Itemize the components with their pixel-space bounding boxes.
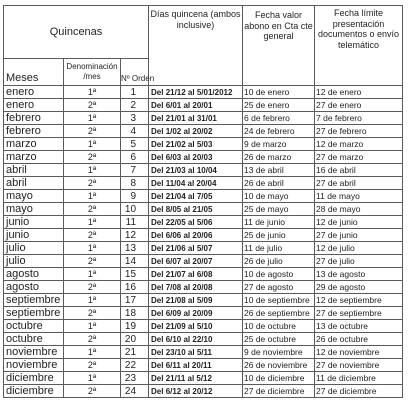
cell-mes: agosto bbox=[4, 281, 64, 294]
cell-mes: julio bbox=[4, 255, 64, 268]
cell-fecha-valor: 13 de abril bbox=[243, 164, 315, 177]
cell-orden: 5 bbox=[121, 138, 149, 151]
cell-denominacion: 1ª bbox=[64, 164, 121, 177]
cell-fecha-valor: 26 de marzo bbox=[243, 151, 315, 164]
cell-fecha-valor: 27 de diciembre bbox=[243, 385, 315, 398]
table-row bbox=[4, 359, 403, 372]
cell-fecha-valor: 11 de julio bbox=[243, 242, 315, 255]
cell-denominacion: 1ª bbox=[64, 346, 121, 359]
cell-fecha-limite: 27 de febrero bbox=[315, 125, 403, 138]
cell-orden: 15 bbox=[121, 268, 149, 281]
cell-dias-quincena: Del 21/02 al 5/03 bbox=[149, 138, 243, 151]
cell-mes: febrero bbox=[4, 125, 64, 138]
cell-dias-quincena: Del 21/11 al 5/12 bbox=[149, 372, 243, 385]
cell-fecha-valor: 24 de febrero bbox=[243, 125, 315, 138]
cell-mes: junio bbox=[4, 216, 64, 229]
cell-dias-quincena: Del 22/05 al 5/06 bbox=[149, 216, 243, 229]
quincenas-table bbox=[3, 5, 403, 398]
cell-fecha-valor: 10 de mayo bbox=[243, 190, 315, 203]
cell-dias-quincena: Del 21/09 al 5/10 bbox=[149, 320, 243, 333]
cell-fecha-valor: 25 de enero bbox=[243, 99, 315, 112]
table-row bbox=[4, 307, 403, 320]
cell-fecha-limite: 13 de octubre bbox=[315, 320, 403, 333]
cell-fecha-valor: 25 de mayo bbox=[243, 203, 315, 216]
table-row bbox=[4, 255, 403, 268]
cell-denominacion: 1ª bbox=[64, 294, 121, 307]
cell-dias-quincena: Del 6/11 al 20/11 bbox=[149, 359, 243, 372]
table-row bbox=[4, 333, 403, 346]
cell-dias-quincena: Del 6/12 al 20/12 bbox=[149, 385, 243, 398]
table-row bbox=[4, 294, 403, 307]
cell-denominacion: 2ª bbox=[64, 255, 121, 268]
cell-fecha-valor: 11 de junio bbox=[243, 216, 315, 229]
cell-mes: noviembre bbox=[4, 359, 64, 372]
cell-fecha-limite: 13 de agosto bbox=[315, 268, 403, 281]
cell-fecha-limite: 26 de octubre bbox=[315, 333, 403, 346]
cell-mes: octubre bbox=[4, 333, 64, 346]
cell-fecha-valor: 9 de noviembre bbox=[243, 346, 315, 359]
cell-orden: 2 bbox=[121, 99, 149, 112]
table-row bbox=[4, 190, 403, 203]
cell-orden: 20 bbox=[121, 333, 149, 346]
cell-fecha-limite: 12 de enero bbox=[315, 86, 403, 99]
cell-orden: 10 bbox=[121, 203, 149, 216]
cell-mes: marzo bbox=[4, 138, 64, 151]
cell-fecha-limite: 11 de mayo bbox=[315, 190, 403, 203]
cell-fecha-valor: 27 de agosto bbox=[243, 281, 315, 294]
cell-mes: diciembre bbox=[4, 385, 64, 398]
cell-fecha-valor: 26 de septiembre bbox=[243, 307, 315, 320]
cell-mes: abril bbox=[4, 164, 64, 177]
cell-orden: 24 bbox=[121, 385, 149, 398]
cell-fecha-valor: 10 de diciembre bbox=[243, 372, 315, 385]
cell-fecha-valor: 26 de julio bbox=[243, 255, 315, 268]
cell-orden: 16 bbox=[121, 281, 149, 294]
cell-dias-quincena: Del 6/03 al 20/03 bbox=[149, 151, 243, 164]
cell-mes: noviembre bbox=[4, 346, 64, 359]
cell-orden: 11 bbox=[121, 216, 149, 229]
cell-fecha-valor: 10 de agosto bbox=[243, 268, 315, 281]
cell-orden: 6 bbox=[121, 151, 149, 164]
cell-fecha-limite: 7 de febrero bbox=[315, 112, 403, 125]
table-row bbox=[4, 164, 403, 177]
cell-fecha-valor: 9 de marzo bbox=[243, 138, 315, 151]
cell-denominacion: 2ª bbox=[64, 177, 121, 190]
cell-dias-quincena: Del 6/07 al 20/07 bbox=[149, 255, 243, 268]
cell-denominacion: 1ª bbox=[64, 190, 121, 203]
cell-dias-quincena: Del 23/10 al 5/11 bbox=[149, 346, 243, 359]
cell-orden: 14 bbox=[121, 255, 149, 268]
cell-denominacion: 1ª bbox=[64, 86, 121, 99]
cell-orden: 9 bbox=[121, 190, 149, 203]
cell-fecha-limite: 27 de septiembre bbox=[315, 307, 403, 320]
header-orden: Nº Orden bbox=[121, 59, 149, 86]
cell-dias-quincena: Del 21/12 al 5/01/2012 bbox=[149, 86, 243, 99]
cell-fecha-valor: 10 de enero bbox=[243, 86, 315, 99]
header-quincenas: Quincenas bbox=[4, 6, 149, 59]
cell-dias-quincena: Del 21/06 al 5/07 bbox=[149, 242, 243, 255]
cell-orden: 17 bbox=[121, 294, 149, 307]
cell-dias-quincena: Del 8/05 al 21/05 bbox=[149, 203, 243, 216]
cell-denominacion: 2ª bbox=[64, 125, 121, 138]
header-row-top bbox=[4, 6, 403, 59]
cell-denominacion: 2ª bbox=[64, 307, 121, 320]
cell-orden: 4 bbox=[121, 125, 149, 138]
cell-dias-quincena: Del 21/03 al 10/04 bbox=[149, 164, 243, 177]
cell-denominacion: 2ª bbox=[64, 359, 121, 372]
cell-orden: 12 bbox=[121, 229, 149, 242]
cell-denominacion: 1ª bbox=[64, 372, 121, 385]
table-row bbox=[4, 177, 403, 190]
table-row bbox=[4, 281, 403, 294]
cell-fecha-limite: 12 de septiembre bbox=[315, 294, 403, 307]
cell-dias-quincena: Del 21/08 al 5/09 bbox=[149, 294, 243, 307]
cell-mes: agosto bbox=[4, 268, 64, 281]
cell-dias-quincena: Del 6/06 al 20/06 bbox=[149, 229, 243, 242]
cell-denominacion: 1ª bbox=[64, 138, 121, 151]
cell-dias-quincena: Del 6/01 al 20/01 bbox=[149, 99, 243, 112]
cell-fecha-valor: 26 de noviembre bbox=[243, 359, 315, 372]
cell-fecha-limite: 28 de mayo bbox=[315, 203, 403, 216]
document-page bbox=[3, 5, 403, 398]
table-row bbox=[4, 112, 403, 125]
cell-fecha-limite: 27 de noviembre bbox=[315, 359, 403, 372]
cell-dias-quincena: Del 21/07 al 6/08 bbox=[149, 268, 243, 281]
cell-mes: mayo bbox=[4, 203, 64, 216]
table-row bbox=[4, 268, 403, 281]
cell-denominacion: 2ª bbox=[64, 333, 121, 346]
cell-fecha-valor: 6 de febrero bbox=[243, 112, 315, 125]
table-row bbox=[4, 203, 403, 216]
cell-mes: mayo bbox=[4, 190, 64, 203]
cell-mes: enero bbox=[4, 99, 64, 112]
cell-mes: marzo bbox=[4, 151, 64, 164]
cell-denominacion: 1ª bbox=[64, 320, 121, 333]
cell-denominacion: 2ª bbox=[64, 151, 121, 164]
cell-orden: 18 bbox=[121, 307, 149, 320]
table-row bbox=[4, 99, 403, 112]
cell-denominacion: 2ª bbox=[64, 229, 121, 242]
header-dias-quincena: Días quincena (ambos inclusive) bbox=[149, 6, 243, 86]
cell-orden: 3 bbox=[121, 112, 149, 125]
cell-orden: 21 bbox=[121, 346, 149, 359]
table-row bbox=[4, 125, 403, 138]
cell-fecha-limite: 12 de marzo bbox=[315, 138, 403, 151]
cell-fecha-limite: 29 de agosto bbox=[315, 281, 403, 294]
cell-denominacion: 2ª bbox=[64, 99, 121, 112]
cell-fecha-limite: 27 de abril bbox=[315, 177, 403, 190]
table-row bbox=[4, 138, 403, 151]
cell-mes: abril bbox=[4, 177, 64, 190]
cell-dias-quincena: Del 1/02 al 20/02 bbox=[149, 125, 243, 138]
cell-orden: 1 bbox=[121, 86, 149, 99]
cell-fecha-valor: 26 de abril bbox=[243, 177, 315, 190]
table-row bbox=[4, 385, 403, 398]
table-body bbox=[4, 86, 403, 398]
cell-fecha-limite: 12 de noviembre bbox=[315, 346, 403, 359]
table-row bbox=[4, 86, 403, 99]
cell-fecha-limite: 11 de diciembre bbox=[315, 372, 403, 385]
cell-mes: septiembre bbox=[4, 294, 64, 307]
cell-fecha-limite: 16 de abril bbox=[315, 164, 403, 177]
header-fecha-valor: Fecha valor abono en Cta cte general bbox=[243, 6, 315, 86]
cell-denominacion: 2ª bbox=[64, 203, 121, 216]
cell-mes: diciembre bbox=[4, 372, 64, 385]
cell-fecha-valor: 25 de junio bbox=[243, 229, 315, 242]
cell-fecha-limite: 27 de diciembre bbox=[315, 385, 403, 398]
cell-fecha-valor: 25 de octubre bbox=[243, 333, 315, 346]
cell-dias-quincena: Del 21/04 al 7/05 bbox=[149, 190, 243, 203]
table-row bbox=[4, 320, 403, 333]
cell-denominacion: 1ª bbox=[64, 268, 121, 281]
cell-fecha-limite: 12 de julio bbox=[315, 242, 403, 255]
cell-denominacion: 1ª bbox=[64, 242, 121, 255]
table-row bbox=[4, 242, 403, 255]
table-row bbox=[4, 372, 403, 385]
header-denominacion: Denominación /mes bbox=[64, 59, 121, 86]
cell-mes: octubre bbox=[4, 320, 64, 333]
cell-mes: septiembre bbox=[4, 307, 64, 320]
cell-fecha-limite: 27 de junio bbox=[315, 229, 403, 242]
cell-denominacion: 1ª bbox=[64, 112, 121, 125]
cell-fecha-valor: 10 de octubre bbox=[243, 320, 315, 333]
cell-orden: 23 bbox=[121, 372, 149, 385]
cell-fecha-valor: 10 de septiembre bbox=[243, 294, 315, 307]
cell-mes: febrero bbox=[4, 112, 64, 125]
header-meses: Meses bbox=[4, 59, 64, 86]
cell-orden: 19 bbox=[121, 320, 149, 333]
cell-orden: 22 bbox=[121, 359, 149, 372]
cell-orden: 8 bbox=[121, 177, 149, 190]
table-row bbox=[4, 216, 403, 229]
cell-mes: enero bbox=[4, 86, 64, 99]
header-fecha-limite: Fecha límite presentación documentos o envío telemático bbox=[315, 6, 403, 86]
cell-orden: 7 bbox=[121, 164, 149, 177]
cell-dias-quincena: Del 6/10 al 22/10 bbox=[149, 333, 243, 346]
cell-dias-quincena: Del 11/04 al 20/04 bbox=[149, 177, 243, 190]
cell-fecha-limite: 27 de marzo bbox=[315, 151, 403, 164]
cell-denominacion: 2ª bbox=[64, 281, 121, 294]
cell-fecha-limite: 12 de junio bbox=[315, 216, 403, 229]
cell-dias-quincena: Del 7/08 al 20/08 bbox=[149, 281, 243, 294]
cell-denominacion: 2ª bbox=[64, 385, 121, 398]
cell-denominacion: 1ª bbox=[64, 216, 121, 229]
cell-mes: julio bbox=[4, 242, 64, 255]
cell-fecha-limite: 27 de julio bbox=[315, 255, 403, 268]
cell-fecha-limite: 27 de enero bbox=[315, 99, 403, 112]
cell-dias-quincena: Del 6/09 al 20/09 bbox=[149, 307, 243, 320]
cell-orden: 13 bbox=[121, 242, 149, 255]
cell-dias-quincena: Del 21/01 al 31/01 bbox=[149, 112, 243, 125]
table-row bbox=[4, 346, 403, 359]
table-row bbox=[4, 229, 403, 242]
cell-mes: junio bbox=[4, 229, 64, 242]
table-row bbox=[4, 151, 403, 164]
